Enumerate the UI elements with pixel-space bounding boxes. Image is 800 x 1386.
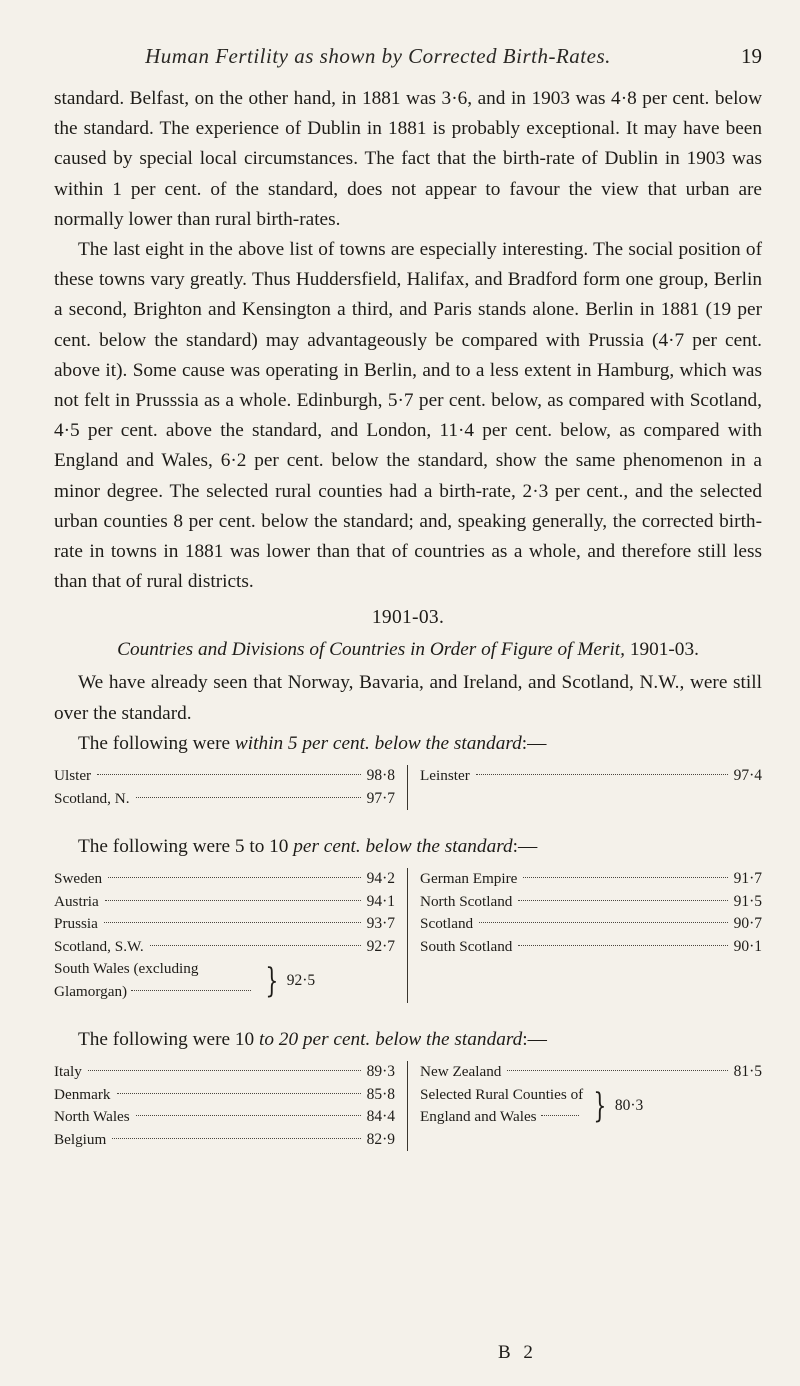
item-value: 91·5 [733,892,762,910]
leader-dots [104,922,361,923]
lead-text: The following were 5 to 10 [78,836,294,858]
list-within-5 [54,765,762,810]
item-name: Austria [54,892,99,910]
brace-glyph: } [265,960,279,1001]
lead-5-to-10 [54,832,762,862]
lead-tail: :— [512,836,538,858]
list-item [54,913,395,936]
item-name: German Empire [420,870,518,888]
item-value: 81·5 [733,1063,762,1081]
item-value: 94·2 [366,870,395,888]
list-item [54,788,395,811]
item-name: Leinster [420,767,470,785]
lead-10-to-20 [54,1025,762,1055]
lead-within-5 [54,729,762,759]
item-name: Sweden [54,870,103,888]
lead-tail: :— [522,1029,547,1051]
list-item [420,913,762,936]
list-item-braced [420,1084,762,1129]
leader-dots [105,900,361,901]
item-value: 97·7 [366,789,395,807]
list-item [54,868,395,891]
braced-line-2: England and Wales [420,1108,537,1126]
leader-dots [518,900,727,901]
leader-dots [541,1115,580,1116]
item-value: 98·8 [366,767,395,785]
item-name: Scotland, S.W. [54,937,144,955]
leader-dots [108,877,360,878]
item-name: Denmark [54,1085,111,1103]
lead-emphasis: within 5 per cent. below the standard [234,732,522,754]
list-column-right [408,1061,762,1151]
item-name: South Scotland [420,937,513,955]
body-text [54,84,762,1151]
leader-dots [136,1115,361,1116]
list-item [420,868,762,891]
leader-dots [136,797,361,798]
brace-glyph: } [593,1086,607,1127]
running-head [54,44,762,74]
list-column-right [408,868,762,1003]
page [54,44,762,1151]
braced-line-1: South Wales (excluding [54,960,199,978]
item-value: 89·3 [366,1063,395,1081]
list-item [420,891,762,914]
section-heading [54,635,762,664]
list-item [54,1061,395,1084]
item-value: 92·7 [366,937,395,955]
lead-text: The following were 10 [78,1029,259,1051]
list-column-right [408,765,762,810]
leader-dots [476,774,728,775]
item-value: 91·7 [733,870,762,888]
item-value: 94·1 [366,892,395,910]
leader-dots [150,945,361,946]
item-name: Italy [54,1063,82,1081]
lead-text: The following were [78,732,235,754]
leader-dots [117,1093,361,1094]
section-years: 1901-03. [629,639,699,661]
list-item [54,1084,395,1107]
list-item [420,1061,762,1084]
list-item-braced [54,958,395,1003]
item-value: 85·8 [366,1085,395,1103]
lead-emphasis: to 20 per cent. below the standard [258,1029,523,1051]
list-column-left [54,868,408,1003]
list-item [54,1106,395,1129]
item-value: 90·7 [733,915,762,933]
item-value: 93·7 [366,915,395,933]
item-value: 80·3 [614,1097,644,1115]
paragraph-intro: We have already seen that Norway, Bavaria, and Ireland, and Scotland, N.W., were still over the standard. [54,672,762,724]
list-column-left [54,765,408,810]
item-name: North Wales [54,1108,130,1126]
paragraph-towns: The last eight in the above list of towns are especially interesting. The social position of these towns vary greatly. Thus Huddersfield, Halifax, and Bradford form one group, Berlin a second, Brighton and Kensington a third, and Paris stands alone. Berlin in 1881 (19 per cent. below the standard) may advantageously be compared with Prussia (4·7 per cent. above it). Some cause was operating in Berlin, and to a less extent in Hamburg, which was not felt in Prusssia as a whole. Edinburgh, 5·7 per cent. below, as compared with Scotland, 4·5 per cent. above the standard, and London, 11·4 per cent. below, as compared with England and Wales, 6·2 per cent. below the standard, show the same phenomenon in a minor degree. The selected rural counties had a birth-rate, 2·3 per cent., and the selected urban counties 8 per cent. below the standard; and, speaking generally, the corrected birth-rate in towns in 1881 was lower than that of countries as a whole, and therefore still less than that of rural districts. [54,239,762,593]
braced-line-1: Selected Rural Counties of [420,1085,584,1103]
year-heading: 1901-03. [371,607,445,629]
list-10-to-20 [54,1061,762,1151]
item-name: North Scotland [420,892,513,910]
braced-line-2-wrap [420,1106,583,1129]
item-name: Belgium [54,1130,107,1148]
section-title: Countries and Divisions of Countries in Order of Figure of Merit, [117,639,625,661]
list-item [54,936,395,959]
leader-dots [88,1070,361,1071]
running-title: Human Fertility as shown by Corrected Birth-Rates. [145,44,611,68]
item-name: Scotland [420,915,474,933]
item-name: Scotland, N. [54,789,130,807]
lead-emphasis: per cent. below the standard [293,836,513,858]
list-item [54,1129,395,1152]
leader-dots [507,1070,727,1071]
list-column-left [54,1061,408,1151]
list-item [420,765,762,788]
list-5-to-10 [54,868,762,1003]
leader-dots [112,1138,360,1139]
item-name: Ulster [54,767,92,785]
leader-dots [97,774,360,775]
braced-line-2: Glamorgan) [54,982,128,1000]
item-name: New Zealand [420,1063,502,1081]
braced-names [420,1084,583,1129]
leader-dots [131,990,251,991]
page-number: 19 [741,44,762,68]
leader-dots [523,877,727,878]
list-item [54,891,395,914]
signature-mark: B 2 [498,1342,537,1363]
item-value: 92·5 [286,971,316,989]
item-value: 90·1 [733,937,762,955]
list-item [420,936,762,959]
item-value: 97·4 [733,767,762,785]
lead-tail: :— [521,732,547,754]
list-item [54,765,395,788]
item-name: Prussia [54,915,98,933]
item-value: 84·4 [366,1108,395,1126]
paragraph-continuation: standard. Belfast, on the other hand, in 1881 was 3·6, and in 1903 was 4·8 per cent. below the standard. The experience of Dublin in 1881 is probably exceptional. It may have been caused by special local circumstances. The fact that the birth-rate of Dublin in 1903 was within 1 per cent. of the standard, does not appear to favour the view that urban are normally lower than rural birth-rates. [54,88,762,230]
braced-names [54,958,255,1003]
leader-dots [518,945,727,946]
item-value: 82·9 [366,1130,395,1148]
leader-dots [479,922,727,923]
braced-line-2-wrap [54,981,255,1004]
